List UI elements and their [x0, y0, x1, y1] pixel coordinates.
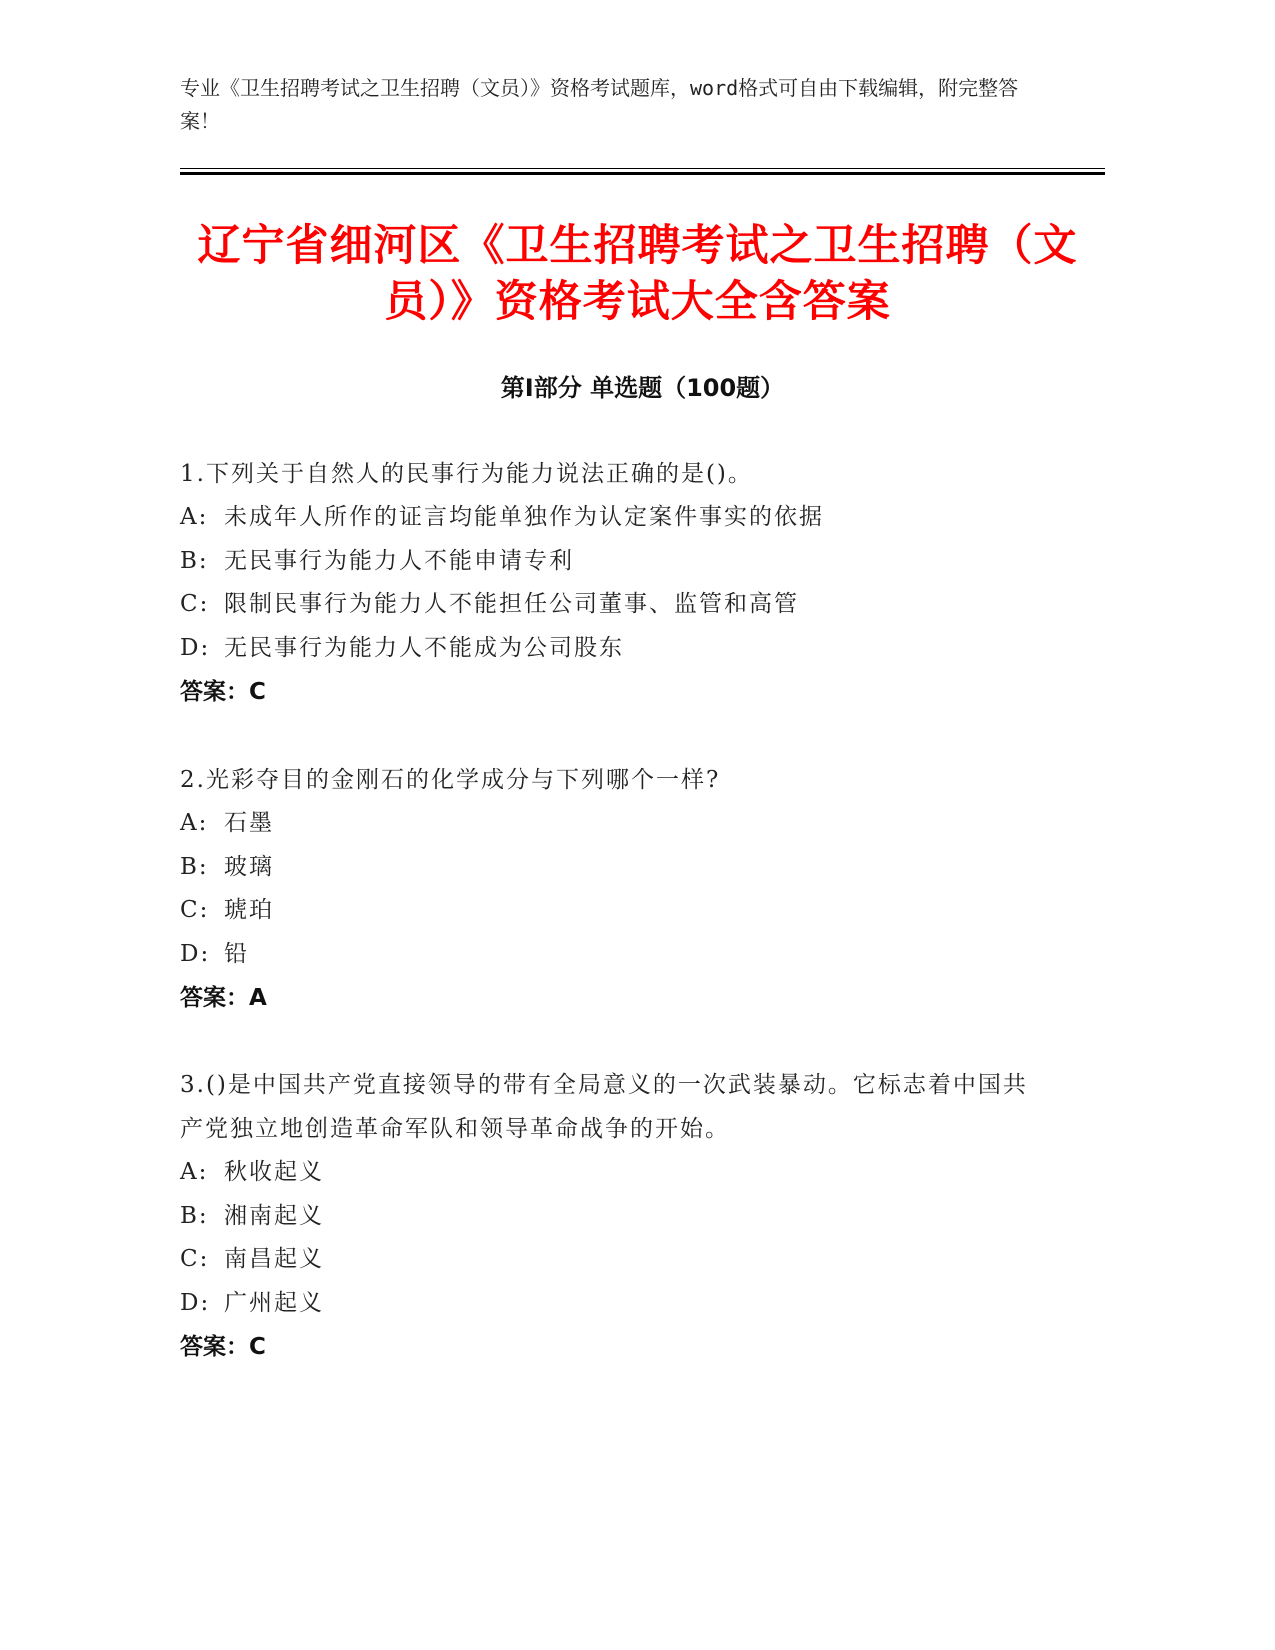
option-a [180, 1151, 1050, 1195]
option-a [180, 802, 1050, 846]
option-b [180, 540, 1050, 584]
option-letter: A: [180, 810, 209, 836]
question-2 [180, 758, 1050, 1020]
option-a [180, 496, 1050, 540]
question-3 [180, 1063, 1050, 1369]
header-rule-bottom [180, 172, 1105, 175]
question-stem: 3.()是中国共产党直接领导的带有全局意义的一次武装暴动。它标志着中国共产党独立地创造革命军队和领导革命战争的开始。 [180, 1072, 1028, 1142]
option-c [180, 583, 1050, 627]
answer-line: 答案：A [180, 985, 267, 1011]
document-title: 辽宁省细河区《卫生招聘考试之卫生招聘（文员）》资格考试大全含答案 [197, 221, 1078, 327]
option-letter: C: [180, 897, 210, 923]
option-letter: A: [180, 504, 209, 530]
option-letter: D: [180, 634, 211, 661]
option-letter: D: [180, 940, 211, 967]
answer-line: 答案：C [180, 1334, 266, 1360]
option-text: 无民事行为能力人不能成为公司股东 [224, 634, 624, 661]
option-b [180, 1195, 1050, 1239]
option-text: 石墨 [224, 810, 274, 836]
section-title: 第Ⅰ部分 单选题（100题） [500, 374, 785, 402]
question-stem: 2.光彩夺目的金刚石的化学成分与下列哪个一样? [180, 767, 721, 793]
question-1 [180, 452, 1050, 714]
header-rule-top [180, 168, 1105, 169]
option-d [180, 1282, 1050, 1326]
option-text: 琥珀 [224, 897, 274, 923]
option-c [180, 1238, 1050, 1282]
header-note: 专业《卫生招聘考试之卫生招聘（文员）》资格考试题库，word格式可自由下载编辑，附完整答案！ [180, 76, 1019, 133]
option-letter: D: [180, 1289, 211, 1316]
option-text: 未成年人所作的证言均能单独作为认定案件事实的依据 [224, 504, 824, 530]
option-text: 秋收起义 [224, 1159, 324, 1185]
option-text: 玻璃 [224, 853, 274, 880]
option-letter: B: [180, 1202, 209, 1229]
option-letter: B: [180, 853, 209, 880]
option-text: 无民事行为能力人不能申请专利 [224, 547, 574, 574]
option-d [180, 627, 1050, 671]
option-text: 铅 [224, 940, 249, 967]
question-stem: 1.下列关于自然人的民事行为能力说法正确的是()。 [180, 461, 753, 487]
option-text: 限制民事行为能力人不能担任公司董事、监管和高管 [224, 591, 799, 617]
option-letter: B: [180, 547, 209, 574]
option-b [180, 846, 1050, 890]
answer-line: 答案：C [180, 679, 266, 705]
option-c [180, 889, 1050, 933]
option-text: 南昌起义 [224, 1246, 324, 1272]
option-letter: C: [180, 591, 210, 617]
option-text: 广州起义 [224, 1289, 324, 1316]
option-d [180, 933, 1050, 977]
option-letter: A: [180, 1159, 209, 1185]
option-text: 湘南起义 [224, 1202, 324, 1229]
option-letter: C: [180, 1246, 210, 1272]
